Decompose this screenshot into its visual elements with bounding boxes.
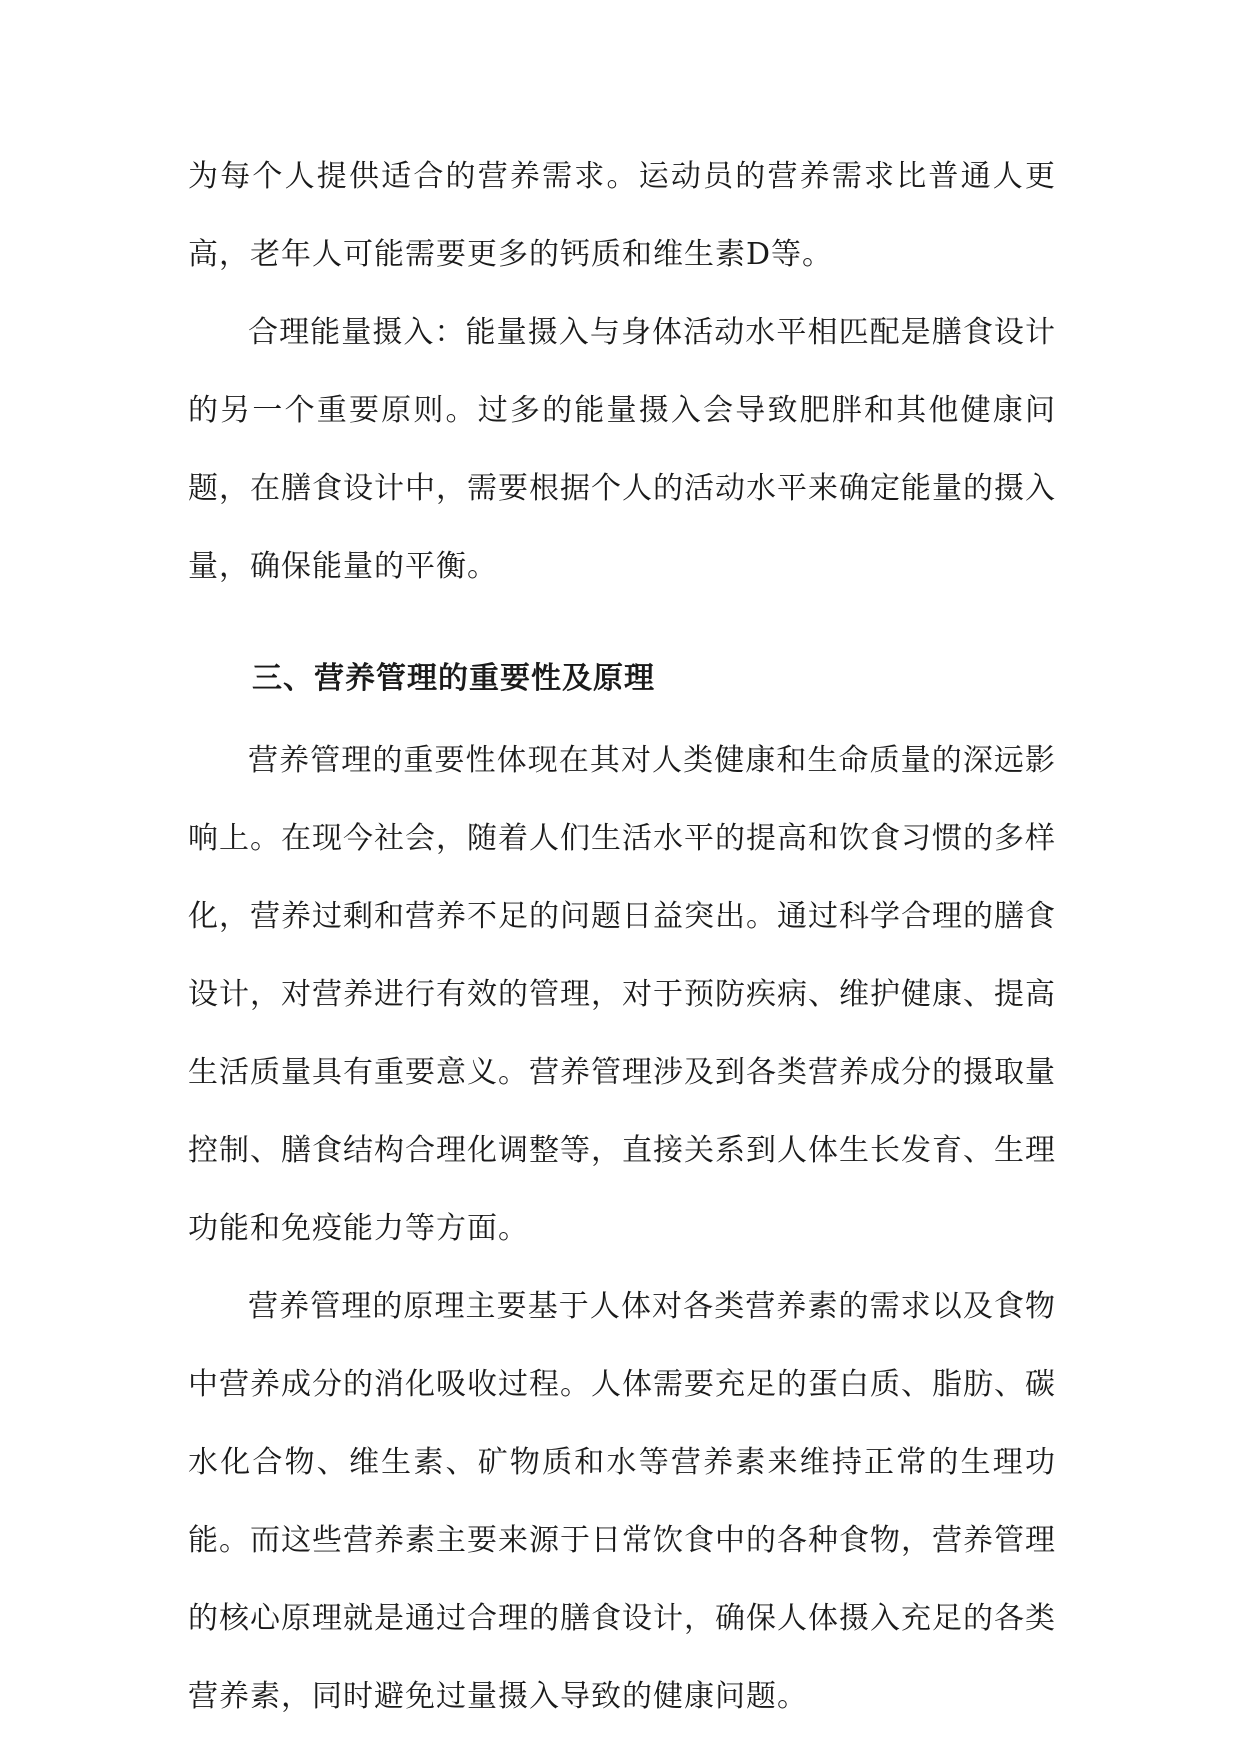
paragraph-energy-intake: 合理能量摄入：能量摄入与身体活动水平相匹配是膳食设计的另一个重要原则。过多的能量摄入会导致肥胖和其他健康问题，在膳食设计中，需要根据个人的活动水平来确定能量的摄入量，确保能量的平衡。	[188, 315, 1056, 584]
spacer	[188, 606, 1056, 640]
section-heading: 三、营养管理的重要性及原理	[252, 661, 655, 696]
paragraph-principle: 营养管理的原理主要基于人体对各类营养素的需求以及食物中营养成分的消化吸收过程。人体需要充足的蛋白质、脂肪、碳水化合物、维生素、矿物质和水等营养素来维持正常的生理功能。而这些营养素主要来源于日常饮食中的各种食物，营养管理的核心原理就是通过合理的膳食设计，确保人体摄入充足的各类营养素，同时避免过量摄入导致的健康问题。	[188, 1289, 1056, 1714]
paragraph-nutrition-needs: 为每个人提供适合的营养需求。运动员的营养需求比普通人更高，老年人可能需要更多的钙质和维生素D等。	[188, 159, 1056, 272]
document-page	[188, 138, 1056, 1736]
paragraph-importance: 营养管理的重要性体现在其对人类健康和生命质量的深远影响上。在现今社会，随着人们生活水平的提高和饮食习惯的多样化，营养过剩和营养不足的问题日益突出。通过科学合理的膳食设计，对营养进行有效的管理，对于预防疾病、维护健康、提高生活质量具有重要意义。营养管理涉及到各类营养成分的摄取量控制、膳食结构合理化调整等，直接关系到人体生长发育、生理功能和免疫能力等方面。	[188, 743, 1056, 1246]
